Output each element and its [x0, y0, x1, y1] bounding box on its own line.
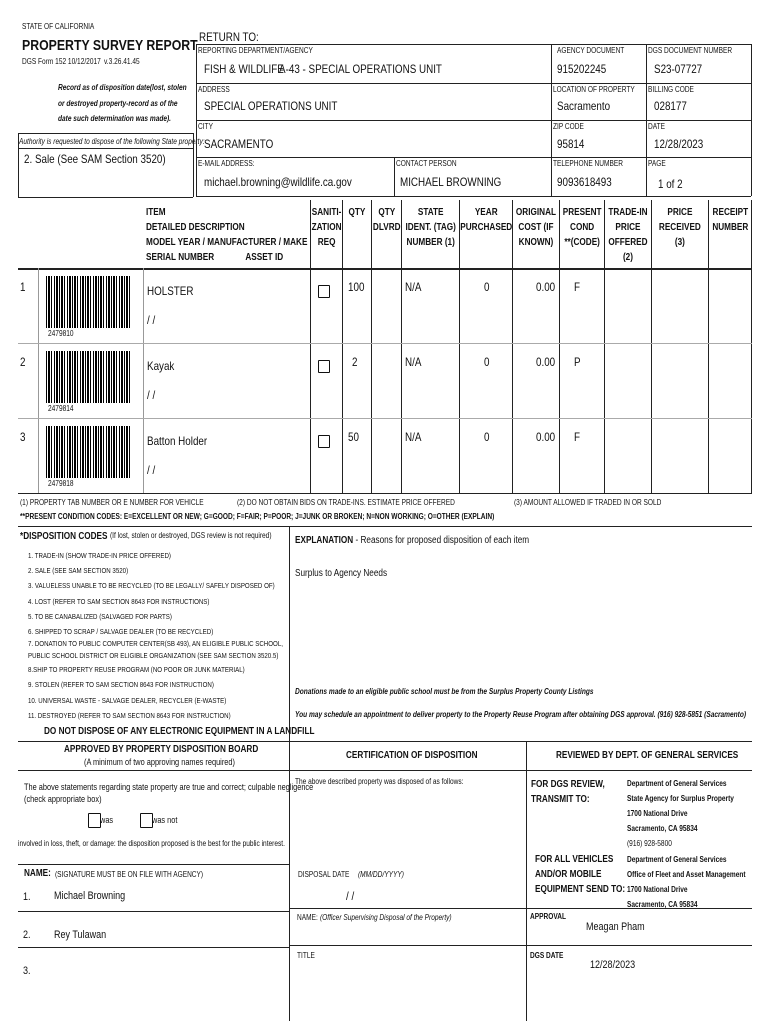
- name-label: NAME:: [24, 868, 51, 879]
- was-label: was: [100, 815, 114, 825]
- row-2-sanitization-checkbox[interactable]: [318, 360, 330, 373]
- approval-name[interactable]: Meagan Pham: [586, 921, 645, 933]
- condition-codes: **PRESENT CONDITION CODES: E=EXCELLENT OR NEW; G=GOOD; F=FAIR; P=POOR; J=JUNK OR BROKEN; N=NON WORKING; O=OTHER (EXPLAIN): [20, 512, 495, 521]
- row-3-sanitization-checkbox[interactable]: [318, 435, 330, 448]
- disposition-code-1: 1. TRADE-IN (SHOW TRADE-IN PRICE OFFERED): [28, 551, 171, 560]
- approval-board-title: APPROVED BY PROPERTY DISPOSITION BOARD: [64, 744, 259, 755]
- involved-statement: involved in loss, theft, or damage: the disposition proposed is the best for the public interest.: [18, 839, 285, 848]
- zip-label: ZIP CODE: [553, 122, 584, 131]
- vehicles-address: Department of General Services Office of Fleet and Asset Management 1700 National Drive Sacramento, CA 95834: [627, 855, 746, 909]
- disposition-code-5: 5. TO BE CANABALIZED (SALVAGED FOR PARTS): [28, 611, 172, 621]
- disposition-code-8: 8.SHIP TO PROPERTY REUSE PROGRAM (NO POOR OR JUNK MATERIAL): [28, 665, 245, 675]
- date-value[interactable]: 12/28/2023: [654, 137, 704, 151]
- record-note-line2: or destroyed property-record as of the: [58, 99, 178, 108]
- row-1-sanitization-checkbox[interactable]: [318, 285, 330, 298]
- email-value[interactable]: michael.browning@wildlife.ca.gov: [204, 175, 352, 189]
- dgs-review-title: REVIEWED BY DEPT. OF GENERAL SERVICES: [556, 750, 739, 761]
- disposition-code-4: 4. LOST (REFER TO SAM SECTION 8643 FOR INSTRUCTIONS): [28, 596, 210, 606]
- disposition-code-list: [28, 548, 283, 723]
- barcode-2: [46, 351, 130, 403]
- footnote-3: (3) AMOUNT ALLOWED IF TRADED IN OR SOLD: [514, 498, 662, 507]
- row-3-description[interactable]: Batton Holder: [147, 434, 208, 448]
- column-header-qty-dlvrd: QTY DLVRD: [372, 207, 401, 233]
- dgs-doc-value[interactable]: S23-07727: [654, 62, 703, 76]
- row-3-year[interactable]: 0: [484, 430, 490, 444]
- approver-2-number: 2.: [23, 929, 31, 941]
- row-2-description[interactable]: Kayak: [147, 359, 175, 373]
- approver-1-name[interactable]: Michael Browning: [54, 890, 126, 902]
- phone-value[interactable]: 9093618493: [557, 175, 612, 189]
- row-1-number: 1: [20, 280, 26, 294]
- column-header-cond: PRESENT COND **(CODE): [562, 207, 602, 248]
- dgs-date-label: DGS DATE: [530, 951, 564, 960]
- location-value[interactable]: Sacramento: [557, 99, 611, 113]
- record-note-line1: Record as of disposition date(lost, stolen: [58, 83, 187, 92]
- column-header-year: YEAR PURCHASED: [460, 207, 513, 233]
- column-header-state-ident: STATE IDENT. (TAG) NUMBER (1): [405, 207, 456, 248]
- row-1-cost[interactable]: 0.00: [536, 280, 556, 294]
- negligence-statement-1: The above statements regarding state property are true and correct; culpable negligence: [24, 782, 314, 792]
- row-2-number: 2: [20, 355, 26, 369]
- zip-value[interactable]: 95814: [557, 137, 585, 151]
- officer-name-label: NAME:: [297, 913, 318, 922]
- explanation-value[interactable]: Surplus to Agency Needs: [295, 568, 388, 579]
- explanation-heading: EXPLANATION - Reasons for proposed disposition of each item: [295, 535, 530, 546]
- certification-title: CERTIFICATION OF DISPOSITION: [346, 750, 478, 761]
- row-2-cost[interactable]: 0.00: [536, 355, 556, 369]
- dgs-date-value[interactable]: 12/28/2023: [590, 959, 636, 971]
- approval-board-subtitle: (A minimum of two approving names required): [84, 757, 235, 767]
- disposition-codes-title: *DISPOSITION CODES: [20, 531, 108, 542]
- phone-label: TELEPHONE NUMBER: [553, 159, 623, 168]
- disposition-code-2: 2. SALE (SEE SAM SECTION 3520): [28, 566, 129, 576]
- reporting-unit-value[interactable]: A-43 - SPECIAL OPERATIONS UNIT: [279, 62, 442, 76]
- column-header-qty: QTY: [348, 207, 366, 218]
- row-1-model[interactable]: / /: [147, 313, 156, 327]
- reporting-dept-value[interactable]: FISH & WILDLIFE: [204, 62, 284, 76]
- agency-doc-value[interactable]: 915202245: [557, 62, 607, 76]
- row-1-cond[interactable]: F: [574, 280, 581, 294]
- row-1-asset-id: 2479810: [48, 329, 74, 338]
- column-header-price: PRICE RECEIVED (3): [658, 207, 701, 248]
- record-note-line3: date such determination was made).: [58, 114, 172, 123]
- city-value[interactable]: SACRAMENTO: [204, 137, 274, 151]
- title-label: TITLE: [297, 951, 315, 960]
- disposal-date-label: DISPOSAL DATE: [298, 870, 350, 879]
- row-3-tag[interactable]: N/A: [405, 430, 422, 444]
- negligence-statement-2: (check appropriate box): [24, 794, 102, 804]
- billing-label: BILLING CODE: [648, 85, 694, 94]
- column-header-receipt: RECEIPT NUMBER: [712, 207, 749, 233]
- form-version: v.3.26.41.45: [104, 57, 140, 66]
- approval-label: APPROVAL: [530, 912, 566, 921]
- row-2-asset-id: 2479814: [48, 404, 74, 413]
- contact-value[interactable]: MICHAEL BROWNING: [400, 175, 502, 189]
- date-label: DATE: [648, 122, 666, 131]
- row-2-cond[interactable]: P: [574, 355, 581, 369]
- email-label: E-MAIL ADDRESS:: [198, 159, 255, 168]
- return-to-label: RETURN TO:: [199, 30, 259, 44]
- barcode-1: [46, 276, 130, 328]
- contact-label: CONTACT PERSON: [396, 159, 457, 168]
- officer-name-note: (Officer Supervising Disposal of the Property): [320, 913, 452, 922]
- column-header-cost: ORIGINAL COST (IF KNOWN): [515, 207, 556, 248]
- row-2-qty[interactable]: 2: [352, 355, 358, 369]
- state-label: STATE OF CALIFORNIA: [22, 22, 95, 31]
- footnote-2: (2) DO NOT OBTAIN BIDS ON TRADE-INS. ESTIMATE PRICE OFFERED: [237, 498, 455, 507]
- disposition-code-6: 6. SHIPPED TO SCRAP / SALVAGE DEALER (TO BE RECYCLED): [28, 627, 214, 637]
- row-3-model[interactable]: / /: [147, 463, 156, 477]
- disposition-code-7: 7. DONATION TO PUBLIC COMPUTER CENTER(SB 493), AN ELIGIBLE PUBLIC SCHOOL,: [28, 639, 283, 649]
- approver-1-number: 1.: [23, 891, 31, 903]
- disposition-codes-note: (If lost, stolen or destroyed, DGS review is not required): [110, 531, 272, 540]
- row-2-model[interactable]: / /: [147, 388, 156, 402]
- was-not-label: was not: [152, 815, 178, 825]
- page-value[interactable]: 1 of 2: [658, 177, 683, 191]
- row-2-tag[interactable]: N/A: [405, 355, 422, 369]
- name-note: (SIGNATURE MUST BE ON FILE WITH AGENCY): [55, 870, 204, 879]
- row-3-asset-id: 2479818: [48, 479, 74, 488]
- approver-2-name[interactable]: Rey Tulawan: [54, 929, 107, 941]
- row-3-cond[interactable]: F: [574, 430, 581, 444]
- billing-value[interactable]: 028177: [654, 99, 687, 113]
- row-1-tag[interactable]: N/A: [405, 280, 422, 294]
- column-header-sanitization: SANITI- ZATION REQ: [311, 207, 342, 248]
- disposition-code-9: 9. STOLEN (REFER TO SAM SECTION 8643 FOR INSTRUCTION): [28, 680, 214, 690]
- location-label: LOCATION OF PROPERTY: [553, 85, 635, 94]
- dgs-address: Department of General Services State Agency for Surplus Property 1700 National Drive Sacramento, CA 95834 (916) 928-5800: [627, 779, 734, 848]
- disposition-code-11: 11. DESTROYED (REFER TO SAM SECTION 8643 FOR INSTRUCTION): [28, 710, 231, 720]
- row-3-number: 3: [20, 430, 26, 444]
- agency-doc-label: AGENCY DOCUMENT: [557, 46, 625, 55]
- disposal-date-value[interactable]: / /: [346, 889, 355, 903]
- row-1-description[interactable]: HOLSTER: [147, 284, 194, 298]
- disposition-code-7b: PUBLIC SCHOOL DISTRICT OR ELIGIBLE ORGANIZATION (SEE SAM SECTION 3520.5): [28, 651, 279, 661]
- column-header-item: ITEM DETAILED DESCRIPTION MODEL YEAR / MANUFACTURER / MAKE SERIAL NUMBER ASSET ID: [146, 207, 308, 263]
- form-title: PROPERTY SURVEY REPORT: [22, 37, 198, 54]
- row-2-year[interactable]: 0: [484, 355, 490, 369]
- footnote-1: (1) PROPERTY TAB NUMBER OR E NUMBER FOR VEHICLE: [20, 498, 204, 507]
- address-label: ADDRESS: [198, 85, 230, 94]
- donation-note: Donations made to an eligible public school must be from the Surplus Property County Listings: [295, 687, 594, 696]
- certification-text: The above described property was disposed of as follows:: [295, 777, 464, 786]
- dgs-review-transmit: FOR DGS REVIEW, TRANSMIT TO:: [531, 779, 605, 805]
- reporting-dept-label: REPORTING DEPARTMENT/AGENCY: [198, 46, 313, 55]
- authority-label: Authority is requested to dispose of the following State property:: [19, 137, 205, 146]
- landfill-warning: DO NOT DISPOSE OF ANY ELECTRONIC EQUIPMENT IN A LANDFILL: [44, 726, 315, 737]
- address-value[interactable]: SPECIAL OPERATIONS UNIT: [204, 99, 338, 113]
- approver-3-number: 3.: [23, 965, 31, 977]
- row-1-qty[interactable]: 100: [348, 280, 365, 294]
- column-header-tradein: TRADE-IN PRICE OFFERED (2): [608, 207, 648, 263]
- city-label: CITY: [198, 122, 213, 131]
- authority-value[interactable]: 2. Sale (See SAM Section 3520): [24, 152, 166, 166]
- row-1-year[interactable]: 0: [484, 280, 490, 294]
- row-3-qty[interactable]: 50: [348, 430, 359, 444]
- barcode-3: [46, 426, 130, 478]
- dgs-doc-label: DGS DOCUMENT NUMBER: [648, 46, 733, 55]
- page-label: PAGE: [648, 159, 666, 168]
- reuse-note: You may schedule an appointment to deliver property to the Property Reuse Program after obtaining DGS approval. (916) 928-5851 (Sacramento): [295, 710, 747, 719]
- form-number: DGS Form 152 10/12/2017: [22, 57, 101, 66]
- row-3-cost[interactable]: 0.00: [536, 430, 556, 444]
- disposal-date-format: (MM/DD/YYYY): [358, 870, 404, 879]
- disposition-code-10: 10. UNIVERSAL WASTE - SALVAGE DEALER, RECYCLER (E-WASTE): [28, 695, 227, 705]
- vehicles-send-to: FOR ALL VEHICLES AND/OR MOBILE EQUIPMENT SEND TO:: [535, 854, 626, 895]
- disposition-code-3: 3. VALUELESS UNABLE TO BE RECYCLED (TO BE LEGALLY/ SAFELY DISPOSED OF): [28, 581, 275, 591]
